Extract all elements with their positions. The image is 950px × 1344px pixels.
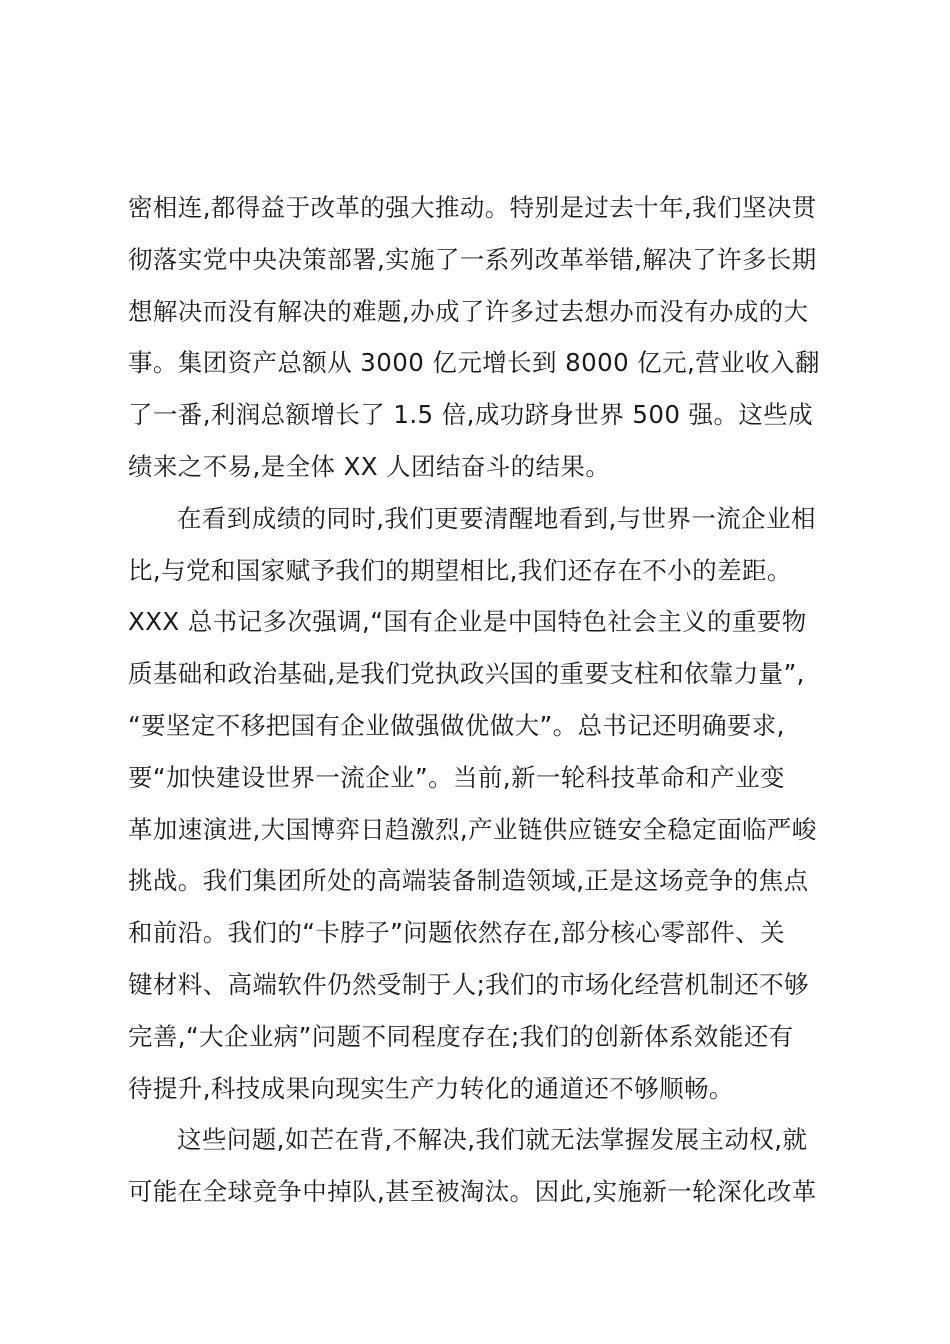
text-line: 想解决而没有解决的难题,办成了许多过去想办而没有办成的大 [128, 296, 809, 326]
text-line: 质基础和政治基础,是我们党执政兴国的重要支柱和依靠力量”, [128, 659, 805, 689]
text-line: 挑战。我们集团所处的高端装备制造领域,正是这场竞争的焦点 [128, 866, 809, 896]
text-line: 彻落实党中央决策部署,实施了一系列改革举错,解决了许多长期 [128, 244, 817, 274]
paragraph-start-line: 这些问题,如芒在背,不解决,我们就无法掌握发展主动权,就 [177, 1125, 808, 1155]
text-line: 可能在全球竞争中掉队,甚至被淘汰。因此,实施新一轮深化改革 [128, 1177, 817, 1207]
text-line: 待提升,科技成果向现实生产力转化的通道还不够顺畅。 [128, 1073, 734, 1103]
text-line: 革加速演进,大国博弈日趋激烈,产业链供应链安全稳定面临严峻 [128, 814, 817, 844]
text-line: 键材料、高端软件仍然受制于人;我们的市场化经营机制还不够 [128, 969, 809, 999]
text-line: 比,与党和国家赋予我们的期望相比,我们还存在不小的差距。 [128, 555, 792, 585]
text-line: XXX 总书记多次强调,“国有企业是中国特色社会主义的重要物 [128, 607, 807, 637]
text-line: 要“加快建设世界一流企业”。当前,新一轮科技革命和产业变 [128, 762, 785, 792]
body-text [128, 182, 848, 1218]
text-line: 和前沿。我们的“卡脖子”问题依然存在,部分核心零部件、关 [128, 918, 785, 948]
text-line: 了一番,利润总额增长了 1.5 倍,成功跻身世界 500 强。这些成 [128, 400, 814, 430]
text-line: 密相连,都得益于改革的强大推动。特别是过去十年,我们坚决贯 [128, 193, 817, 222]
text-line: “要坚定不移把国有企业做强做优做大”。总书记还明确要求, [128, 710, 785, 740]
text-line: 绩来之不易,是全体 XX 人团结奋斗的结果。 [128, 451, 611, 481]
paragraph-start-line: 在看到成绩的同时,我们更要清醒地看到,与世界一流企业相 [177, 503, 816, 533]
text-line: 完善,“大企业病”问题不同程度存在;我们的创新体系效能还有 [128, 1021, 794, 1051]
text-line: 事。集团资产总额从 3000 亿元增长到 8000 亿元,营业收入翻 [128, 348, 820, 378]
